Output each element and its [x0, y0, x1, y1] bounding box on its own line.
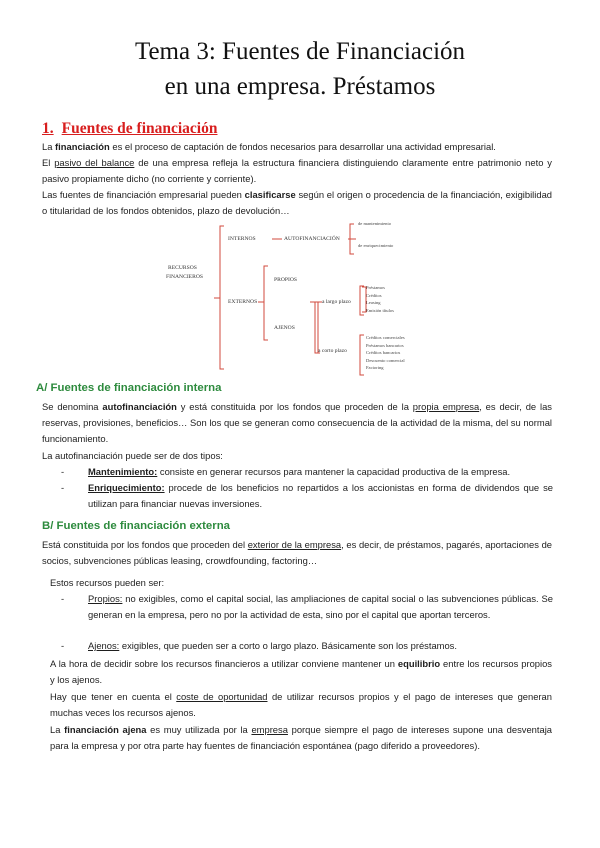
term-financiacion-ajena: financiación ajena	[64, 724, 147, 735]
root-bracket	[214, 226, 224, 369]
diagram-largo-item: Préstamos	[366, 285, 385, 290]
diagram-externos: EXTERNOS	[228, 299, 258, 305]
auto-bracket	[348, 224, 356, 254]
bullet-term: Enriquecimiento:	[88, 482, 165, 493]
diagram-corto-plazo: a corto plazo	[318, 348, 347, 354]
diagram-largo-item: Créditos	[366, 292, 382, 298]
term-empresa: empresa	[251, 724, 288, 735]
term-clasificarse: clasificarse	[244, 189, 296, 200]
intro-paragraph-1: La financiación es el proceso de captación de fondos necesarios para desarrollar una actividad empresarial.	[42, 141, 496, 152]
section-b-bullet-ajenos: - Ajenos: exigibles, que pueden ser a corto o largo plazo. Básicamente son los préstamos.	[61, 640, 457, 651]
diagram-ajenos: AJENOS	[274, 325, 295, 331]
diagram-root-label-1: RECURSOS	[168, 265, 197, 271]
intro-paragraph-2: El pasivo del balance de una empresa refleja la estructura financiera distinguiendo claramente entre patrimonio neto y pasivo propiamente dicho (no corriente y corriente).	[42, 157, 552, 184]
section-b-paragraph-3: Hay que tener en cuenta el coste de oportunidad de utilizar recursos propios y el pago de intereses que generan muchas veces los recursos ajenos.	[50, 691, 552, 718]
diagram-de-enriquecimiento: de enriquecimiento	[358, 243, 394, 248]
section-b-paragraph-4: La financiación ajena es muy utilizada por la empresa porque siempre el pago de intereses supone una desventaja para la empresa y por otra parte hay fuentes de financiación espontánea (pago diferido a proveedores).	[50, 724, 552, 751]
term-coste-oportunidad: coste de oportunidad	[176, 691, 268, 702]
term-pasivo-balance: pasivo del balance	[54, 157, 135, 168]
diagram-propios: PROPIOS	[274, 277, 298, 283]
page-title	[0, 34, 600, 104]
bullet-term: Mantenimiento:	[88, 466, 158, 477]
diagram-corto-item: Factoring	[366, 365, 384, 370]
bullet-term: Propios:	[88, 593, 123, 604]
corto-items-bracket	[360, 335, 364, 375]
financing-sources-diagram	[150, 218, 450, 380]
page-title-line-2: en una empresa. Préstamos	[164, 73, 436, 100]
term-exterior-empresa: exterior de la empresa	[247, 539, 342, 550]
term-financiacion: financiación	[55, 141, 110, 152]
section-b-bullet-propios: - Propios: no exigibles, como el capital social, las ampliaciones de capital social o las subvenciones públicas. Se generan en la empresa, pero no por la actividad de esta, sino por el capital que aportan terceros.	[61, 593, 553, 620]
diagram-corto-item: Préstamos bancarios	[366, 342, 404, 348]
term-equilibrio: equilibrio	[397, 658, 441, 669]
section-a-heading: A/ Fuentes de financiación interna	[36, 382, 222, 394]
ajenos-bracket	[310, 302, 322, 353]
largo-items-bracket	[360, 286, 364, 315]
bullet-term: Ajenos:	[88, 640, 120, 651]
diagram-lines	[150, 218, 450, 380]
section-a-bullet-mantenimiento: - Mantenimiento: consiste en generar recursos para mantener la capacidad productiva de la empresa.	[61, 466, 511, 477]
diagram-root-label-2: FINANCIEROS	[166, 274, 203, 280]
diagram-corto-item: Créditos comerciales	[366, 335, 405, 340]
section-a-types-intro: La autofinanciación puede ser de dos tipos:	[42, 450, 223, 461]
section-b-paragraph: Está constituida por los fondos que proceden del exterior de la empresa, es decir, de préstamos, pagarés, aportaciones de socios, subvenciones públicas leasing, crowdfounding, factoring…	[42, 539, 553, 566]
section-1-title: Fuentes de financiación	[61, 120, 218, 137]
diagram-autofinanciacion: AUTOFINANCIACIÓN	[284, 236, 340, 242]
intro-paragraph-3: Las fuentes de financiación empresarial pueden clasificarse según el origen o procedencia de la financiación, exigibilidad o titularidad de los fondos obtenidos, plazo de devolución…	[42, 189, 552, 216]
section-1-number: 1.	[42, 120, 54, 137]
diagram-corto-item: Créditos bancarios	[366, 350, 401, 355]
diagram-corto-item: Descuento comercial	[366, 357, 405, 363]
term-autofinanciacion: autofinanciación	[102, 401, 177, 412]
diagram-largo-plazo: a largo plazo	[322, 299, 351, 305]
page-title-line-1: Tema 3: Fuentes de Financiación	[134, 38, 466, 65]
section-a-bullet-enriquecimiento: - Enriquecimiento: procede de los beneficios no repartidos a los accionistas en forma de dividendos que se utilizan para financiar nuevas inversiones.	[61, 482, 553, 509]
diagram-de-mantenimiento: de mantenimiento	[358, 221, 392, 226]
section-b-heading: B/ Fuentes de financiación externa	[42, 520, 230, 532]
section-a-paragraph: Se denomina autofinanciación y está constituida por los fondos que proceden de la propia empresa, es decir, de las reservas, provisiones, beneficios… Son los que se generan como consecuencia de la actividad de la misma, del su normal funcionamiento.	[42, 401, 552, 444]
section-1-heading	[42, 120, 218, 138]
diagram-largo-item: Emisión títulos	[366, 307, 394, 313]
diagram-internos: INTERNOS	[228, 236, 256, 242]
section-b-types-intro: Estos recursos pueden ser:	[50, 577, 165, 588]
diagram-largo-item: Leasing	[366, 300, 381, 305]
section-b-paragraph-2: A la hora de decidir sobre los recursos financieros a utilizar conviene mantener un equilibrio entre los recursos propios y los ajenos.	[50, 658, 552, 685]
externos-bracket	[258, 266, 268, 340]
term-propia-empresa: propia empresa	[412, 401, 480, 412]
